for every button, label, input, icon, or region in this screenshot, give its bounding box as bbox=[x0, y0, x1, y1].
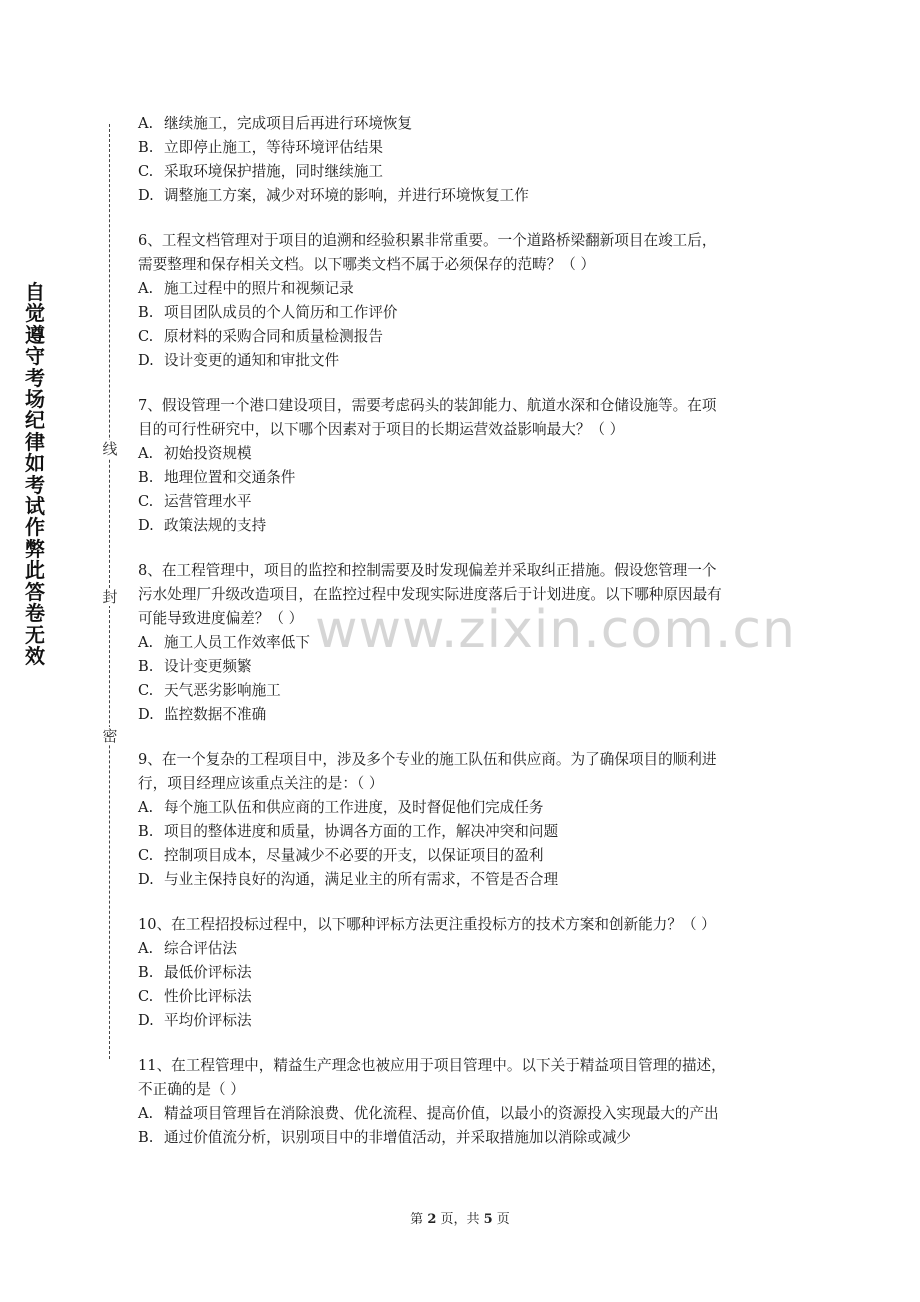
seal-char-xian: 线 bbox=[102, 440, 118, 458]
option-text: 通过价值流分析，识别项目中的非增值活动，并采取措施加以消除或减少 bbox=[164, 1129, 632, 1146]
option-text: 与业主保持良好的沟通，满足业主的所有需求，不管是否合理 bbox=[164, 871, 559, 888]
answer-option bbox=[138, 1126, 788, 1150]
footer-total-pages: 5 bbox=[483, 1212, 493, 1227]
option-text: 项目的整体进度和质量，协调各方面的工作，解决冲突和问题 bbox=[164, 823, 559, 840]
option-text: 设计变更频繁 bbox=[164, 658, 252, 675]
answer-option bbox=[138, 184, 788, 208]
question-stem: 7、假设管理一个港口建设项目，需要考虑码头的装卸能力、航道水深和仓储设施等。在项 bbox=[138, 397, 717, 414]
answer-option bbox=[138, 514, 788, 538]
question-block bbox=[138, 229, 788, 373]
option-text: 每个施工队伍和供应商的工作进度，及时督促他们完成任务 bbox=[164, 799, 544, 816]
option-letter: C. bbox=[138, 988, 154, 1005]
option-letter: D. bbox=[138, 187, 154, 204]
footer-prefix: 第 bbox=[410, 1212, 428, 1227]
answer-option bbox=[138, 703, 788, 727]
question-list bbox=[138, 112, 788, 1171]
answer-option bbox=[138, 1102, 788, 1126]
option-text: 项目团队成员的个人简历和工作评价 bbox=[164, 304, 398, 321]
option-letter: D. bbox=[138, 871, 154, 888]
answer-option bbox=[138, 844, 788, 868]
answer-option bbox=[138, 160, 788, 184]
answer-option bbox=[138, 655, 788, 679]
question-block bbox=[138, 112, 788, 208]
question-stem: 目的可行性研究中，以下哪个因素对于项目的长期运营效益影响最大？（ ） bbox=[138, 421, 625, 438]
footer-suffix: 页 bbox=[492, 1212, 510, 1227]
question-block bbox=[138, 1054, 788, 1150]
answer-option bbox=[138, 349, 788, 373]
option-text: 原材料的采购合同和质量检测报告 bbox=[164, 328, 383, 345]
option-letter: A. bbox=[138, 940, 154, 957]
option-letter: C. bbox=[138, 163, 154, 180]
footer-middle: 页，共 bbox=[436, 1212, 484, 1227]
answer-option bbox=[138, 490, 788, 514]
option-letter: B. bbox=[138, 304, 154, 321]
page-footer bbox=[0, 1208, 920, 1227]
watermark: www.zixin.com.cn bbox=[315, 600, 796, 660]
question-stem: 9、在一个复杂的工程项目中，涉及多个专业的施工队伍和供应商。为了确保项目的顺利进 bbox=[138, 751, 717, 768]
option-text: 监控数据不准确 bbox=[164, 706, 267, 723]
option-letter: D. bbox=[138, 706, 154, 723]
option-text: 综合评估法 bbox=[164, 940, 237, 957]
option-text: 天气恶劣影响施工 bbox=[164, 682, 281, 699]
answer-option bbox=[138, 1009, 788, 1033]
option-letter: A. bbox=[138, 115, 154, 132]
option-text: 立即停止施工，等待环境评估结果 bbox=[164, 139, 383, 156]
option-text: 政策法规的支持 bbox=[164, 517, 267, 534]
answer-option bbox=[138, 631, 788, 655]
exam-discipline-warning: 自觉遵守考场纪律如考试作弊此答卷无效 bbox=[25, 280, 45, 668]
option-letter: D. bbox=[138, 352, 154, 369]
option-letter: A. bbox=[138, 445, 154, 462]
question-stem: 6、工程文档管理对于项目的追溯和经验积累非常重要。一个道路桥梁翻新项目在竣工后， bbox=[138, 232, 717, 249]
question-block bbox=[138, 559, 788, 727]
option-letter: D. bbox=[138, 1012, 154, 1029]
option-text: 最低价评标法 bbox=[164, 964, 252, 981]
question-stem: 10、在工程招投标过程中，以下哪种评标方法更注重投标方的技术方案和创新能力？（ ） bbox=[138, 916, 716, 933]
option-text: 运营管理水平 bbox=[164, 493, 252, 510]
option-text: 调整施工方案，减少对环境的影响，并进行环境恢复工作 bbox=[164, 187, 529, 204]
option-text: 施工过程中的照片和视频记录 bbox=[164, 280, 354, 297]
option-text: 施工人员工作效率低下 bbox=[164, 634, 310, 651]
option-text: 控制项目成本，尽量减少不必要的开支，以保证项目的盈利 bbox=[164, 847, 544, 864]
option-text: 继续施工，完成项目后再进行环境恢复 bbox=[164, 115, 413, 132]
answer-option bbox=[138, 136, 788, 160]
option-letter: B. bbox=[138, 1129, 154, 1146]
question-block bbox=[138, 748, 788, 892]
answer-option bbox=[138, 868, 788, 892]
option-letter: D. bbox=[138, 517, 154, 534]
answer-option bbox=[138, 937, 788, 961]
answer-option bbox=[138, 277, 788, 301]
option-letter: A. bbox=[138, 1105, 154, 1122]
option-letter: A. bbox=[138, 280, 154, 297]
option-letter: C. bbox=[138, 847, 154, 864]
option-letter: C. bbox=[138, 493, 154, 510]
question-stem: 污水处理厂升级改造项目，在监控过程中发现实际进度落后于计划进度。以下哪种原因最有 bbox=[138, 586, 722, 603]
option-letter: A. bbox=[138, 799, 154, 816]
answer-option bbox=[138, 679, 788, 703]
answer-option bbox=[138, 112, 788, 136]
answer-option bbox=[138, 820, 788, 844]
option-letter: B. bbox=[138, 139, 154, 156]
question-block bbox=[138, 913, 788, 1033]
answer-option bbox=[138, 325, 788, 349]
option-letter: C. bbox=[138, 682, 154, 699]
option-letter: B. bbox=[138, 469, 154, 486]
question-stem: 行，项目经理应该重点关注的是：（ ） bbox=[138, 775, 384, 792]
option-letter: A. bbox=[138, 634, 154, 651]
footer-page-number: 2 bbox=[427, 1212, 437, 1227]
answer-option bbox=[138, 301, 788, 325]
option-text: 性价比评标法 bbox=[164, 988, 252, 1005]
option-text: 设计变更的通知和审批文件 bbox=[164, 352, 340, 369]
option-letter: B. bbox=[138, 658, 154, 675]
answer-option bbox=[138, 796, 788, 820]
option-text: 初始投资规模 bbox=[164, 445, 252, 462]
answer-option bbox=[138, 961, 788, 985]
option-text: 精益项目管理旨在消除浪费、优化流程、提高价值，以最小的资源投入实现最大的产出 bbox=[164, 1105, 719, 1122]
answer-option bbox=[138, 985, 788, 1009]
question-block bbox=[138, 394, 788, 538]
option-letter: B. bbox=[138, 964, 154, 981]
option-text: 采取环境保护措施，同时继续施工 bbox=[164, 163, 383, 180]
question-stem: 不正确的是（ ） bbox=[138, 1081, 245, 1098]
seal-char-feng: 封 bbox=[102, 588, 118, 606]
option-letter: B. bbox=[138, 823, 154, 840]
answer-option bbox=[138, 466, 788, 490]
option-text: 地理位置和交通条件 bbox=[164, 469, 296, 486]
question-stem: 需要整理和保存相关文档。以下哪类文档不属于必须保存的范畴？（ ） bbox=[138, 256, 596, 273]
seal-char-mi: 密 bbox=[102, 727, 118, 745]
option-text: 平均价评标法 bbox=[164, 1012, 252, 1029]
option-letter: C. bbox=[138, 328, 154, 345]
answer-option bbox=[138, 442, 788, 466]
question-stem: 8、在工程管理中，项目的监控和控制需要及时发现偏差并采取纠正措施。假设您管理一个 bbox=[138, 562, 717, 579]
question-stem: 11、在工程管理中，精益生产理念也被应用于项目管理中。以下关于精益项目管理的描述， bbox=[138, 1057, 726, 1074]
question-stem: 可能导致进度偏差？（ ） bbox=[138, 610, 304, 627]
